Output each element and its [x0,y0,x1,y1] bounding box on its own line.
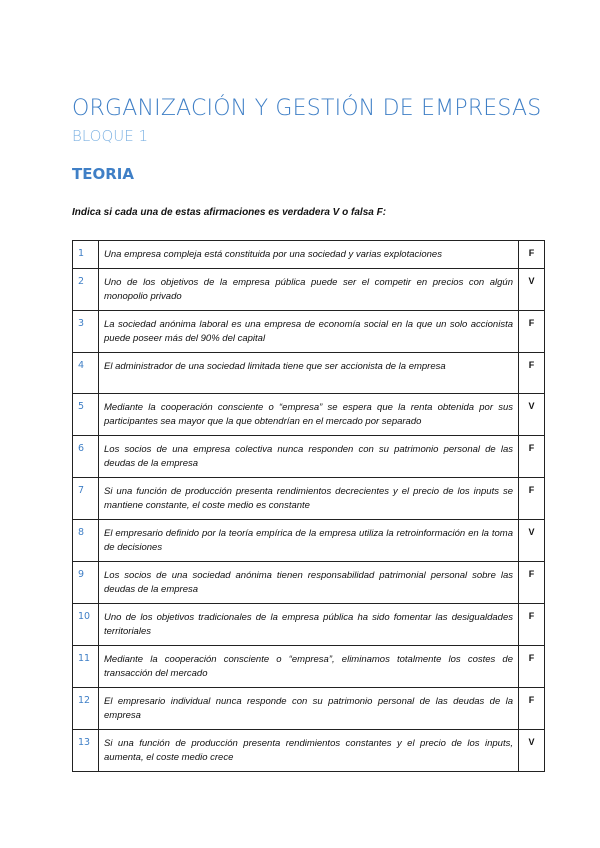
question-answer: F [519,562,545,604]
question-answer: F [519,311,545,353]
question-number: 3 [73,311,99,353]
question-statement: Uno de los objetivos tradicionales de la empresa pública ha sido fomentar las desigualdades territoriales [99,604,519,646]
question-row [73,269,545,311]
question-row [73,478,545,520]
question-row [73,353,545,394]
instruction-text: Indica si cada una de estas afirmaciones es verdadera V o falsa F: [72,207,387,218]
question-number: 12 [73,688,99,730]
question-row [73,394,545,436]
question-statement: Una empresa compleja está constituida por una sociedad y varias explotaciones [99,241,519,269]
question-answer: F [519,478,545,520]
question-number: 13 [73,730,99,772]
question-answer: F [519,241,545,269]
question-answer: F [519,604,545,646]
question-number: 9 [73,562,99,604]
question-row [73,520,545,562]
question-row [73,646,545,688]
question-statement: El administrador de una sociedad limitada tiene que ser accionista de la empresa [99,353,519,394]
question-answer: F [519,353,545,394]
question-answer: V [519,730,545,772]
question-answer: V [519,394,545,436]
question-row [73,688,545,730]
question-row [73,436,545,478]
question-number: 2 [73,269,99,311]
question-number: 8 [73,520,99,562]
question-answer: V [519,520,545,562]
question-row [73,241,545,269]
question-statement: La sociedad anónima laboral es una empresa de economía social en la que un solo accionista puede poseer más del 90% del capital [99,311,519,353]
questions-table [72,240,545,772]
questions-table-body [73,241,545,772]
question-statement: Mediante la cooperación consciente o “empresa”, eliminamos totalmente los costes de transacción del mercado [99,646,519,688]
question-number: 6 [73,436,99,478]
question-number: 1 [73,241,99,269]
question-statement: Si una función de producción presenta rendimientos decrecientes y el precio de los inputs se mantiene constante, el coste medio es constante [99,478,519,520]
document-title: ORGANIZACIÓN Y GESTIÓN DE EMPRESAS [72,96,542,121]
question-row [73,311,545,353]
section-heading: TEORIA [72,165,134,183]
question-row [73,604,545,646]
question-row [73,730,545,772]
question-answer: F [519,688,545,730]
question-statement: El empresario definido por la teoría empírica de la empresa utiliza la retroinformación en la toma de decisiones [99,520,519,562]
question-answer: V [519,269,545,311]
question-statement: El empresario individual nunca responde con su patrimonio personal de las deudas de la empresa [99,688,519,730]
question-number: 4 [73,353,99,394]
question-statement: Si una función de producción presenta rendimientos constantes y el precio de los inputs, aumenta, el coste medio crece [99,730,519,772]
question-statement: Los socios de una empresa colectiva nunca responden con su patrimonio personal de las deudas de la empresa [99,436,519,478]
question-number: 11 [73,646,99,688]
question-statement: Uno de los objetivos de la empresa pública puede ser el competir en precios con algún monopolio privado [99,269,519,311]
document-subtitle: BLOQUE 1 [72,127,149,145]
question-number: 7 [73,478,99,520]
question-statement: Mediante la cooperación consciente o “empresa” se espera que la renta obtenida por sus participantes sea mayor que la que obtendrían en el mercado por separado [99,394,519,436]
question-row [73,562,545,604]
question-statement: Los socios de una sociedad anónima tienen responsabilidad patrimonial personal sobre las deudas de la empresa [99,562,519,604]
question-answer: F [519,436,545,478]
question-number: 10 [73,604,99,646]
question-answer: F [519,646,545,688]
question-number: 5 [73,394,99,436]
